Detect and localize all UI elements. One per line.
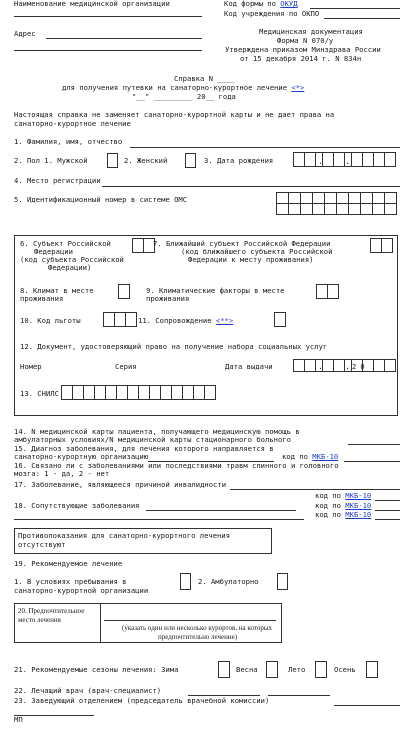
field-21-winter-label: 21. Рекомендуемые сезоны лечения: Зима <box>14 665 179 674</box>
doc-series-label: Серия <box>115 362 137 371</box>
spring-label: Весна <box>236 665 258 674</box>
winter-checkbox[interactable] <box>218 661 230 678</box>
summer-label: Лето <box>288 665 306 674</box>
field-6-l4: Федерации) <box>48 263 92 272</box>
outpatient-checkbox[interactable] <box>277 573 288 590</box>
field-12-label: 12. Документ, удостоверяющий право на получение набора социальных услуг <box>20 342 328 351</box>
okpo-code-label: Код учреждения по ОКПО <box>224 9 320 18</box>
field-2-sex-label: 2. Пол 1. Мужской <box>14 156 88 165</box>
field-17-icd: код по МКБ-10 <box>315 491 372 500</box>
approved-date: от 15 декабря 2014 г. N 834н <box>240 54 362 63</box>
footnote-ref-1[interactable]: <*> <box>291 83 305 92</box>
field-18-icd-line-2[interactable] <box>375 519 400 520</box>
field-18-label: 18. Сопутствующие заболевания <box>14 501 140 510</box>
field-19-option-2: 2. Амбулаторно <box>198 577 259 586</box>
field-18-icd-1: код по МКБ-10 <box>315 501 372 510</box>
preferred-place-divider <box>100 603 101 643</box>
address-line-1[interactable] <box>46 38 202 39</box>
field-18-line-2[interactable] <box>14 519 304 520</box>
field-3-birthdate-label: 3. Дата рождения <box>204 156 274 165</box>
okud-code-label: Код формы по ОКУД <box>224 0 298 8</box>
doc-type: Медицинская документация <box>259 27 363 36</box>
field-6-l3: (код субъекта Российской <box>20 255 124 264</box>
field-18-icd-line-1[interactable] <box>375 510 400 511</box>
field-10-code-cells[interactable] <box>104 312 137 327</box>
field-15-icd: код по МКБ-10 <box>282 452 339 461</box>
certificate-number: Справка N ____ <box>174 74 235 83</box>
field-11-code-cells[interactable] <box>275 312 286 327</box>
field-20-hint-l2: предпочтительно лечение) <box>158 633 238 641</box>
field-8-code-cells[interactable] <box>119 284 130 299</box>
org-name-label: Наименование медицинской организации <box>14 0 170 8</box>
field-18-icd-link-2[interactable]: МКБ-10 <box>345 510 372 519</box>
field-11-label: 11. Сопровождение <**> <box>138 316 234 325</box>
certificate-purpose: для получения путевки на санаторно-курортное лечение <*> <box>62 83 305 92</box>
autumn-label: Осень <box>334 665 356 674</box>
field-20-l2: место лечения <box>18 616 61 624</box>
birthdate-separator-1: . <box>318 157 323 166</box>
spring-checkbox[interactable] <box>266 661 278 678</box>
field-7-l3: Федерации к месту проживания) <box>188 255 314 264</box>
field-17-icd-line[interactable] <box>375 500 400 501</box>
field-9-code-cells[interactable] <box>317 284 339 299</box>
field-14-line[interactable] <box>348 444 400 445</box>
field-2-female-label: 2. Женский <box>124 156 168 165</box>
field-9-l2: проживания <box>146 294 190 303</box>
field-19-option-1-l2: санаторно-курортной организации <box>14 586 149 595</box>
field-17-line[interactable] <box>230 489 400 490</box>
okud-link[interactable]: ОКУД <box>280 0 298 8</box>
field-17-icd-link[interactable]: МКБ-10 <box>345 491 372 500</box>
field-22-label: 22. Лечащий врач (врач-специалист) <box>14 686 162 695</box>
footnote-ref-2[interactable]: <**> <box>215 316 234 325</box>
certificate-date: "__" _________ 20__ года <box>132 92 236 101</box>
field-20-l1: 20. Предпочтительное <box>18 607 85 615</box>
field-6-l2: Федерации <box>34 247 73 256</box>
summer-checkbox[interactable] <box>315 661 327 678</box>
preferred-place-line[interactable] <box>104 620 276 621</box>
okpo-code-line[interactable] <box>324 18 400 19</box>
birthdate-separator-2: . <box>345 157 350 166</box>
notice-line-2: санаторно-курортное лечение <box>14 119 131 128</box>
field-8-l2: проживания <box>20 294 64 303</box>
oms-number-grid[interactable] <box>276 192 396 214</box>
field-15-l1: 15. Диагноз заболевания, для лечения которого направляется в <box>14 444 274 453</box>
sanatorium-stay-checkbox[interactable] <box>180 573 191 590</box>
field-7-code-cells[interactable] <box>371 238 393 253</box>
field-4-registration-line[interactable] <box>102 186 400 187</box>
field-7-l1: 7. Ближайший субъект Российской Федерации <box>153 239 331 248</box>
field-4-registration-label: 4. Место регистрации <box>14 176 101 185</box>
field-22-signature-line[interactable] <box>268 695 330 696</box>
field-9-l1: 9. Климатические факторы в месте <box>146 286 285 295</box>
field-14-l1: 14. N медицинской карты пациента, получающего медицинскую помощь в <box>14 427 300 436</box>
notice-line-1: Настоящая справка не заменяет санаторно-курортной карты и не дает права на <box>14 110 335 119</box>
field-5-oms-label: 5. Идентификационный номер в системе ОМС <box>14 195 188 204</box>
field-23-label: 23. Заведующий отделением (председатель врачебной комиссии) <box>14 696 270 705</box>
issue-date-separator-1: . <box>318 362 323 371</box>
field-16-l1: 16. Связано ли с заболеваниями или последствиями травм спинного и головного <box>14 461 339 470</box>
doc-number-label: Номер <box>20 362 42 371</box>
issue-date-separator-2: . <box>345 362 350 371</box>
address-label: Адрес <box>14 29 36 38</box>
field-15-icd-link[interactable]: МКБ-10 <box>312 452 339 461</box>
field-6-code-cells[interactable] <box>133 238 155 253</box>
org-name-line[interactable] <box>14 16 202 17</box>
field-18-icd-2: код по МКБ-10 <box>315 510 372 519</box>
issue-date-year-prefix: 2 0 <box>352 363 365 371</box>
field-1-fullname-label: 1. Фамилия, имя, отчество <box>14 137 123 146</box>
okud-code-line[interactable] <box>310 8 400 9</box>
field-23-name-line[interactable] <box>334 705 400 706</box>
snils-cells[interactable] <box>62 385 216 400</box>
male-checkbox[interactable] <box>107 153 118 168</box>
female-checkbox[interactable] <box>185 153 196 168</box>
field-1-fullname-line[interactable] <box>130 147 400 148</box>
field-16-l2: мозга: 1 - да, 2 - нет <box>14 469 110 478</box>
field-7-l2: (код ближайшего субъекта Российской <box>181 247 333 256</box>
field-13-snils-label: 13. СНИЛС <box>20 389 59 398</box>
autumn-checkbox[interactable] <box>366 661 378 678</box>
doc-issue-date-label: Дата выдачи <box>225 362 273 371</box>
field-18-line-1[interactable] <box>146 510 296 511</box>
field-6-l1: 6. Субъект Российской <box>20 239 111 248</box>
form-number: Форма N 070/у <box>277 36 334 45</box>
field-23-signature-line[interactable] <box>14 715 94 716</box>
field-10-label: 10. Код льготы <box>20 316 81 325</box>
field-14-l2: амбулаторных условиях/N медицинской карты стационарного больного <box>14 435 291 444</box>
contraindications-l2: отсутствуют <box>18 540 66 549</box>
field-18-icd-link-1[interactable]: МКБ-10 <box>345 501 372 510</box>
contraindications-l1: Противопоказания для санаторно-курортного лечения <box>18 531 231 540</box>
field-8-l1: 8. Климат в месте <box>20 286 94 295</box>
field-17-label: 17. Заболевание, являющееся причиной инвалидности <box>14 480 227 489</box>
address-line-2[interactable] <box>14 50 202 51</box>
field-19-option-1-l1: 1. В условиях пребывания в <box>14 577 127 586</box>
stamp-place-label: МП <box>14 715 23 724</box>
approved-text: Утверждена приказом Минздрава России <box>225 45 381 54</box>
field-15-l2: санаторно-курортную организацию <box>14 452 149 461</box>
field-20-hint-l1: (указать один или несколько курортов, на которых <box>122 624 273 632</box>
field-19-label: 19. Рекомендуемое лечение <box>14 559 123 568</box>
field-15-icd-line[interactable] <box>344 461 400 462</box>
